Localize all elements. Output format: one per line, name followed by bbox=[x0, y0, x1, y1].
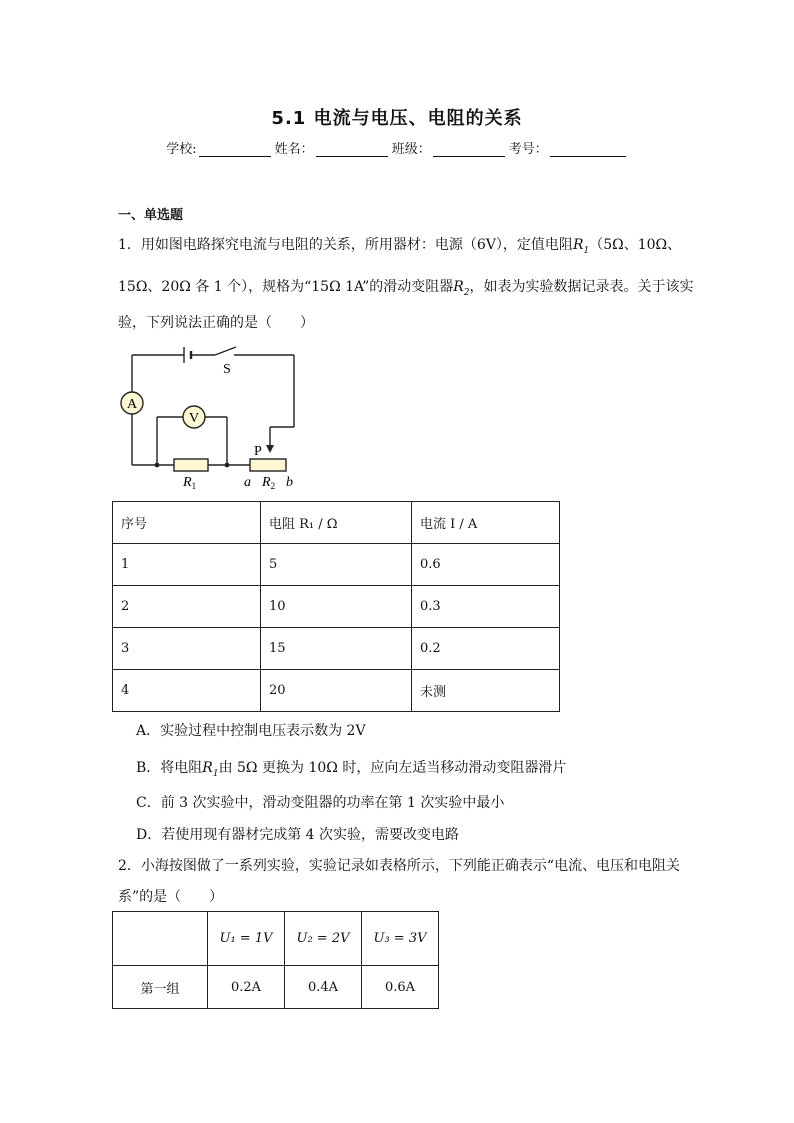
r1-symbol: $R_1$ bbox=[202, 760, 219, 779]
table-row bbox=[113, 544, 560, 586]
switch-blade bbox=[215, 347, 236, 355]
option-b-text-post: 由 5Ω 更换为 10Ω 时，应向左适当移动滑动变阻器滑片 bbox=[218, 760, 567, 776]
header-current: 电流 I / A bbox=[412, 502, 560, 544]
header-index: 序号 bbox=[113, 502, 261, 544]
name-blank[interactable] bbox=[316, 142, 388, 157]
q1-line-3: 验，下列说法正确的是（ ） bbox=[118, 315, 314, 331]
name-label: 姓名： bbox=[274, 142, 314, 157]
exam-number-blank[interactable] bbox=[550, 142, 626, 157]
page-title: 5.1 电流与电压、电阻的关系 bbox=[271, 108, 523, 129]
voltmeter-label: V bbox=[188, 411, 200, 426]
slider-arrow bbox=[266, 445, 274, 453]
junction-right bbox=[225, 463, 230, 468]
r1-symbol: $R_1$ bbox=[572, 237, 590, 256]
class-label: 班级： bbox=[391, 142, 431, 157]
q1-line-2 bbox=[118, 276, 694, 298]
cell-current: 未测 bbox=[412, 670, 560, 712]
name-field[interactable] bbox=[275, 138, 390, 157]
terminal-a-label: a bbox=[244, 475, 251, 490]
exam-number-label: 考号： bbox=[508, 142, 548, 157]
terminal-b-label: b bbox=[286, 475, 293, 490]
cell-index: 2 bbox=[113, 586, 261, 628]
cell-index: 4 bbox=[113, 670, 261, 712]
header-empty bbox=[113, 912, 208, 966]
ammeter-label: A bbox=[126, 397, 138, 412]
school-field[interactable] bbox=[166, 138, 272, 157]
header-u1: U₁ = 1V bbox=[208, 912, 285, 966]
option-b-text-pre: B．将电阻 bbox=[136, 760, 203, 776]
q1-data-table bbox=[112, 501, 560, 712]
cell-group: 第一组 bbox=[113, 966, 208, 1009]
r2-symbol: $R_2$ bbox=[453, 279, 470, 298]
school-label: 学校: bbox=[166, 142, 197, 157]
cell-resistance: 5 bbox=[261, 544, 412, 586]
section-title: 一、单选题 bbox=[118, 208, 184, 223]
option-d[interactable]: D．若使用现有器材完成第 4 次实验，需要改变电路 bbox=[136, 827, 460, 843]
cell-current: 0.6A bbox=[362, 966, 439, 1009]
q1-text-1b: （5Ω、10Ω、 bbox=[589, 237, 682, 253]
r1-label: $R_1$ bbox=[183, 475, 197, 491]
option-a[interactable]: A．实验过程中控制电压表示数为 2V bbox=[136, 723, 366, 739]
class-blank[interactable] bbox=[433, 142, 505, 157]
junction-left bbox=[155, 463, 160, 468]
cell-current: 0.2A bbox=[208, 966, 285, 1009]
rheostat-r2 bbox=[250, 459, 286, 471]
resistor-r1 bbox=[174, 459, 208, 471]
table-row bbox=[113, 586, 560, 628]
header-u3: U₃ = 3V bbox=[362, 912, 439, 966]
q1-text-1a: 1．用如图电路探究电流与电阻的关系，所用器材：电源（6V），定值电阻 bbox=[118, 237, 573, 253]
header-resistance: 电阻 R₁ / Ω bbox=[261, 502, 412, 544]
cell-resistance: 15 bbox=[261, 628, 412, 670]
cell-resistance: 10 bbox=[261, 586, 412, 628]
q1-text-2a: 15Ω、20Ω 各 1 个），规格为“15Ω 1A”的滑动变阻器 bbox=[118, 279, 454, 295]
table-row bbox=[113, 966, 439, 1009]
q1-text-2b: ，如表为实验数据记录表。关于该实 bbox=[469, 279, 694, 295]
q2-line-1: 2．小海按图做了一系列实验，实验记录如表格所示，下列能正确表示“电流、电压和电阻关 bbox=[118, 858, 681, 874]
cell-index: 1 bbox=[113, 544, 261, 586]
table-row bbox=[113, 628, 560, 670]
cell-current: 0.2 bbox=[412, 628, 560, 670]
cell-current: 0.4A bbox=[285, 966, 362, 1009]
option-c[interactable]: C．前 3 次实验中，滑动变阻器的功率在第 1 次实验中最小 bbox=[136, 795, 505, 811]
q2-data-table bbox=[112, 911, 439, 1009]
table-header-row bbox=[113, 912, 439, 966]
circuit-diagram bbox=[112, 345, 312, 493]
q2-line-2: 系”的是（ ） bbox=[118, 889, 224, 905]
cell-current: 0.3 bbox=[412, 586, 560, 628]
r2-label: $R_2$ bbox=[262, 475, 276, 491]
switch-label: S bbox=[223, 362, 231, 377]
student-info-line bbox=[0, 138, 794, 157]
q1-line-1 bbox=[118, 234, 681, 256]
table-header-row bbox=[113, 502, 560, 544]
table-row bbox=[113, 670, 560, 712]
class-field[interactable] bbox=[392, 138, 507, 157]
school-blank[interactable] bbox=[199, 142, 271, 157]
cell-resistance: 20 bbox=[261, 670, 412, 712]
exam-number-field[interactable] bbox=[509, 138, 628, 157]
option-b[interactable] bbox=[136, 757, 566, 779]
header-u2: U₂ = 2V bbox=[285, 912, 362, 966]
cell-index: 3 bbox=[113, 628, 261, 670]
cell-current: 0.6 bbox=[412, 544, 560, 586]
slider-label: P bbox=[254, 444, 262, 459]
